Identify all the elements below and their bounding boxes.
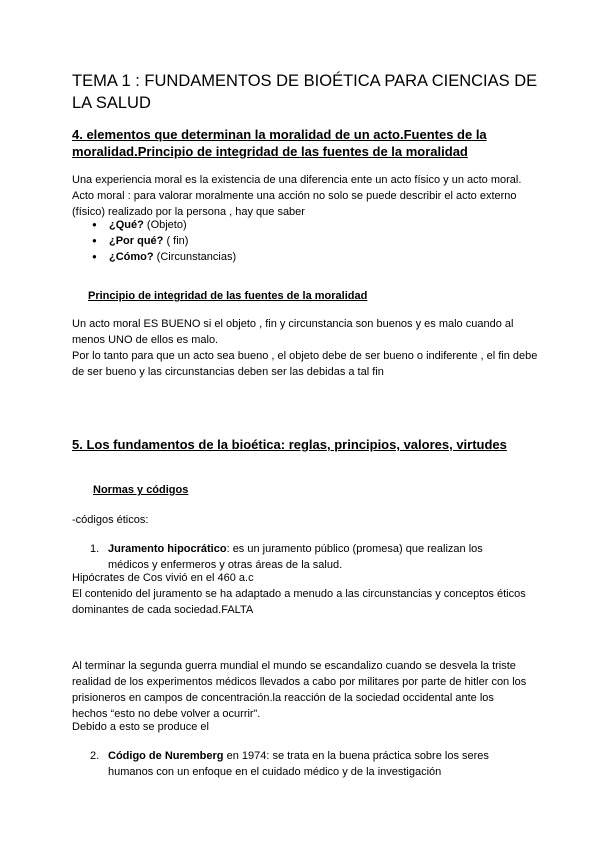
moral-questions-list [92, 217, 236, 265]
code-name: Juramento hipocrático [108, 543, 227, 555]
page-title: TEMA 1 : FUNDAMENTOS DE BIOÉTICA PARA CIENCIAS DE LA SALUD [72, 72, 538, 112]
section-4-paragraph-2: Acto moral : para valorar moralmente una acción no solo se puede describir el acto externo (físico) realizado por la persona , hay que saber [72, 190, 517, 218]
norms-subheading: Normas y códigos [93, 484, 189, 496]
item-number: 1. [90, 543, 100, 555]
section-4-paragraph-3: Un acto moral ES BUENO si el objeto , fin y circunstancia son buenos y es malo cuando al menos UNO de ellos es malo. [72, 318, 514, 346]
section-5-heading: 5. Los fundamentos de la bioética: reglas, principios, valores, virtudes [72, 437, 507, 452]
list-item: ● ¿Cómo? (Circunstancias) [92, 249, 236, 265]
war-paragraph: Al terminar la segunda guerra mundial el mundo se escandalizo cuando se desvela la triste realidad de los experimentos médicos llevados a cabo por militares por parte de hitler con los prisioneros en campos de concentración.la reacción de la sociedad occidental ante los hechos “esto no debe volver a ocurrir”. [72, 660, 527, 720]
section-4-paragraph-4: Por lo tanto para que un acto sea bueno , el objeto debe de ser bueno o indiferente , el fin debe de ser bueno y las circunstancias deben ser las debidas a tal fin [72, 350, 538, 378]
item-number: 2. [90, 750, 100, 762]
code-item-2: 2. Código de Nuremberg en 1974: se trata en la buena práctica sobre los seres humanos con un enfoque en el cuidado médico y de la investigación [90, 750, 489, 778]
integrity-subheading: Principio de integridad de las fuentes de la moralidad [88, 290, 368, 302]
list-item: ● ¿Qué? (Objeto) [92, 217, 236, 233]
section-4-heading: 4. elementos que determinan la moralidad de un acto.Fuentes de la moralidad.Principio de integridad de las fuentes de la moralidad [72, 127, 487, 159]
consequence-paragraph: Debido a esto se produce el [72, 721, 209, 733]
codes-label: -códigos éticos: [72, 514, 149, 526]
list-item: ● ¿Por qué? ( fin) [92, 233, 236, 249]
hipocrates-paragraph: Hipócrates de Cos vivió en el 460 a.c [72, 572, 254, 584]
code-name: Código de Nuremberg [108, 750, 224, 762]
oath-content-paragraph: El contenido del juramento se ha adaptado a menudo a las circunstancias y conceptos éticos dominantes de cada sociedad.FALTA [72, 588, 526, 616]
code-item-1: 1. Juramento hipocrático: es un juramento público (promesa) que realizan los médicos y enfermeros y otras áreas de la salud. [90, 543, 483, 571]
section-4-paragraph-1: Una experiencia moral es la existencia de una diferencia ente un acto físico y un acto moral. [72, 174, 522, 186]
